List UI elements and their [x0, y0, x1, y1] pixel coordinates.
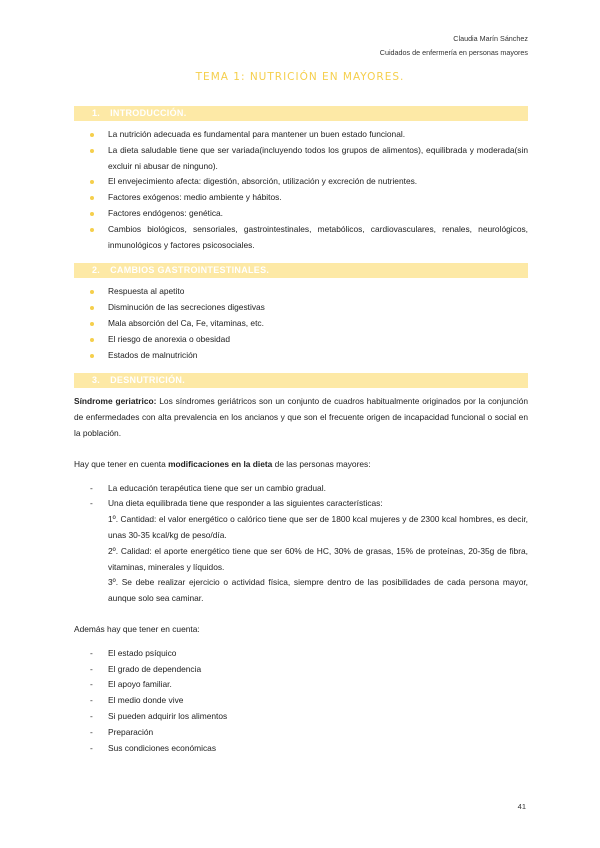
page-header [380, 32, 528, 60]
definition-term: Síndrome geriatrico: [74, 396, 157, 407]
sindrome-definition [74, 394, 528, 441]
list-item: - El medio donde vive [74, 693, 528, 709]
modificaciones-list [74, 481, 528, 607]
section-number: 2. [92, 265, 101, 276]
course-subject: Cuidados de enfermería en personas mayores [379, 48, 528, 57]
section-number: 3. [92, 375, 101, 386]
definition-text: Los síndromes geriátricos son un conjunto de cuadros habitualmente originados por la conjunción de enfermedades con alta prevalencia en los ancianos y que son el frecuente origen de incapacidad funcional o social en la población. [74, 396, 529, 438]
author-name: Claudia Marín Sánchez [453, 34, 528, 43]
characteristic-calidad: 2º. Calidad: el aporte energético tiene que ser 60% de HC, 30% de grasas, 15% de proteínas, 20-35g de fibra, vitaminas, minerales y líquidos. [108, 545, 528, 572]
list-item: Disminución de las secreciones digestivas [74, 300, 528, 316]
characteristic-cantidad: 1º. Cantidad: el valor energético o calórico tiene que ser de 1800 kcal mujeres y de 2300 kcal hombres, es decir, unas 30-35 kcal/kg de peso/día. [108, 514, 528, 540]
intro-text: Hay que tener en cuenta [74, 458, 169, 469]
list-item: Factores endógenos: genética. [74, 206, 528, 222]
list-item: Mala absorción del Ca, Fe, vitaminas, etc. [74, 316, 528, 332]
list-item: - El apoyo familiar. [74, 677, 528, 693]
list-item: - Preparación [74, 725, 528, 741]
page-number: 41 [517, 802, 526, 811]
section-heading-desnutricion [74, 373, 528, 388]
list-item: - Si pueden adquirir los alimentos [74, 709, 528, 725]
section-title: DESNUTRICIÓN. [110, 375, 186, 386]
section-heading-introduccion [74, 106, 528, 121]
list-item: Respuesta al apetito [74, 284, 528, 300]
introduccion-list [74, 127, 528, 253]
list-item: El envejecimiento afecta: digestión, absorción, utilización y excreción de nutrientes. [74, 174, 528, 190]
list-item: El riesgo de anorexia o obesidad [74, 332, 528, 348]
list-item: - Sus condiciones económicas [74, 741, 528, 757]
list-item: Cambios biológicos, sensoriales, gastrointestinales, metabólicos, cardiovasculares, renales, neurológicos, inmunológicos y factores psicosociales. [74, 222, 528, 254]
ademas-list [74, 646, 528, 757]
list-item: - El estado psíquico [74, 646, 528, 662]
intro-bold: modificaciones en la dieta [168, 458, 273, 469]
section-title: INTRODUCCIÓN. [110, 108, 187, 118]
intro-text-end: de las personas mayores: [272, 458, 371, 469]
section-title: CAMBIOS GASTROINTESTINALES. [110, 265, 270, 276]
ademas-intro: Además hay que tener en cuenta: [74, 623, 200, 634]
list-item: - El grado de dependencia [74, 662, 528, 678]
list-item [74, 496, 528, 607]
list-item: La nutrición adecuada es fundamental para mantener un buen estado funcional. [74, 127, 528, 143]
list-item: La dieta saludable tiene que ser variada(incluyendo todos los grupos de alimentos), equilibrada y moderada(sin excluir ni abusar de ninguno). [74, 143, 528, 175]
characteristic-ejercicio: 3º. Se debe realizar ejercicio o actividad física, siempre dentro de las posibilidades de cada persona mayor, aunque solo sea caminar. [108, 577, 528, 604]
section-number: 1. [92, 108, 101, 118]
modificaciones-intro [74, 457, 528, 473]
chapter-title: TEMA 1: NUTRICIÓN EN MAYORES. [195, 71, 405, 83]
page-content [74, 106, 528, 756]
list-item: Factores exógenos: medio ambiente y hábitos. [74, 190, 528, 206]
list-item-text: Una dieta equilibrada tiene que responder a las siguientes características: [108, 498, 383, 509]
list-item: Estados de malnutrición [74, 348, 528, 364]
list-item: - La educación terapéutica tiene que ser un cambio gradual. [74, 481, 528, 497]
cambios-list [74, 284, 528, 363]
section-heading-cambios [74, 263, 528, 278]
